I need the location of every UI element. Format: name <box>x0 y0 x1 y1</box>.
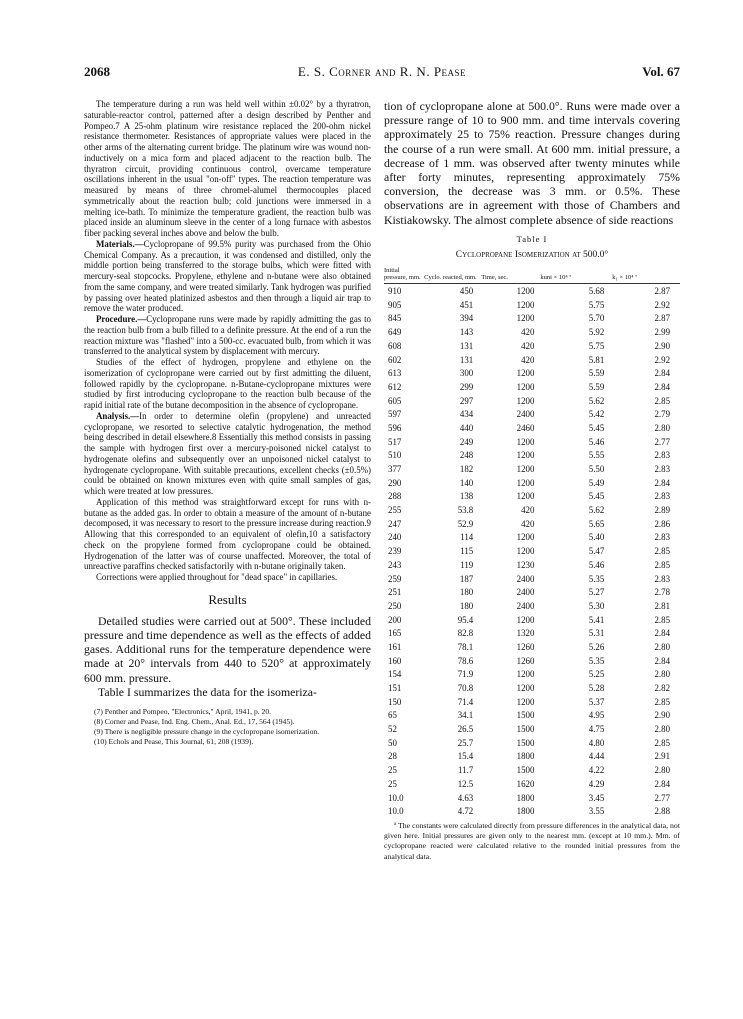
table-row <box>384 791 680 805</box>
procedure-heading: Procedure.— <box>96 314 147 324</box>
table-cell: 2.83 <box>654 491 670 502</box>
table-cell: 1320 <box>516 628 535 639</box>
table-cell: 5.62 <box>588 395 605 406</box>
table-cell: 52.9 <box>457 518 474 529</box>
table-cell: 1800 <box>516 792 535 803</box>
table-cell: 1500 <box>516 710 535 721</box>
footnote: (7) Penther and Pompeo, "Electronics," April, 1941, p. 20. <box>94 706 272 716</box>
table-row <box>384 531 680 545</box>
table-cell: 1620 <box>516 778 535 789</box>
left-column <box>84 99 371 747</box>
table-cell: 1200 <box>516 436 535 447</box>
table-row <box>384 572 680 586</box>
table-row <box>384 544 680 558</box>
table-cell: 5.45 <box>588 491 605 502</box>
table-row <box>384 366 680 380</box>
paragraph-procedure <box>84 314 371 357</box>
table-cell: 2.83 <box>654 464 670 475</box>
table-cell: 95.4 <box>457 614 474 625</box>
table-cell: 165 <box>388 628 402 639</box>
table-cell: 2400 <box>516 587 535 598</box>
table-cell: 605 <box>388 395 402 406</box>
table-row <box>384 448 680 462</box>
table-cell: 4.72 <box>457 806 474 817</box>
table-cell: 143 <box>459 327 474 338</box>
table-cell: 1200 <box>516 395 535 406</box>
table-cell: 612 <box>388 381 402 392</box>
table-cell: 510 <box>388 450 402 461</box>
table-row <box>384 325 680 339</box>
table-cell: 182 <box>459 464 474 475</box>
table-cell: 5.62 <box>588 505 605 516</box>
table-cell: 440 <box>459 422 474 433</box>
table-row <box>384 298 680 312</box>
table-cell: 1200 <box>516 381 535 392</box>
table-cell: 5.92 <box>588 327 605 338</box>
table-cell: 1200 <box>516 491 535 502</box>
table-cell: 1200 <box>516 532 535 543</box>
table-cell: 1500 <box>516 737 535 748</box>
table-cell: 1230 <box>516 559 535 570</box>
paragraph-corrections: Corrections were applied throughout for "dead space" in capillaries. <box>96 572 338 582</box>
table-row <box>384 462 680 476</box>
page-header <box>84 64 680 82</box>
table-cell: 25.7 <box>457 737 474 748</box>
table-cell: 2460 <box>516 422 535 433</box>
table-cell: 71.9 <box>457 669 474 680</box>
table-row <box>384 626 680 640</box>
table-cell: 420 <box>521 340 535 351</box>
table-cell: 5.75 <box>588 299 605 310</box>
table-cell: 377 <box>388 464 402 475</box>
table-cell: 4.75 <box>588 724 605 735</box>
continued-text-block <box>384 99 680 227</box>
table-cell: 2.87 <box>654 313 670 324</box>
table-cell: 10.0 <box>388 806 404 817</box>
paragraph-studies: Studies of the effect of hydrogen, propylene and ethylene on the isomerization of cyclopropane were carried out by first admitting the diluent, followed rapidly by the cyclopropane. n-Butane-cyclopropane mixtures were studied by first introducing cyclopropane to the reaction bulb because of the rapid initial rate of the butane decomposition in the absence of cyclopropane. <box>84 357 371 410</box>
table-cell: 517 <box>388 436 402 447</box>
table-title: Cyclopropane Isomerization at 500.0° <box>455 249 609 260</box>
materials-heading: Materials.— <box>96 238 144 249</box>
table-cell: 845 <box>388 313 402 324</box>
table-cell: 131 <box>459 340 474 351</box>
table-cell: 5.31 <box>588 628 605 639</box>
table-cell: 200 <box>388 614 402 625</box>
table-cell: 3.55 <box>588 806 605 817</box>
col-time: Time, sec. <box>481 266 540 284</box>
table-row <box>384 722 680 736</box>
table-row <box>384 750 680 764</box>
table-footnote-block <box>384 821 680 862</box>
table-cell: 2.84 <box>654 368 670 379</box>
table-cell: 3.45 <box>588 792 605 803</box>
table-cell: 2.84 <box>654 477 670 488</box>
table-cell: 154 <box>388 669 402 680</box>
table-cell: 394 <box>459 313 474 324</box>
table-cell: 1500 <box>516 724 535 735</box>
materials-text: Cyclopropane of 99.5% purity was purchased from the Ohio Chemical Company. As a precaution, it was condensed and distilled, only the middle portion being transferred to the storage bulbs, which were fitted with mercury-seal stopcocks. Propylene, ethylene and n-butane were also obtained from the same company, and were treated similarly. Tank hydrogen was purified by passing over heated platinized asbestos and then through a liquid air trap to remove the water produced. <box>84 238 371 314</box>
table-cell: 300 <box>459 368 474 379</box>
table-cell: 450 <box>459 286 474 297</box>
table-cell: 5.65 <box>588 518 605 529</box>
table-cell: 2.81 <box>654 600 670 611</box>
table-row <box>384 640 680 654</box>
procedure-text: Cyclopropane runs were made by rapidly admitting the gas to the reaction bulb from a bulb filled to a definite pressure. At the end of a run the reaction mixture was "flashed" into a 500-cc. evacuated bulb, from which it was transferred to the analytical system by displacement with mercury. <box>84 314 371 357</box>
table-cell: 451 <box>459 299 474 310</box>
page-number: 2068 <box>84 64 110 79</box>
table-cell: 1500 <box>516 765 535 776</box>
table-cell: 2.86 <box>654 518 670 529</box>
results-paragraph-1: Detailed studies were carried out at 500°. These included pressure and time dependence as well as the effects of added gases. Additional runs for the temperature dependence were made at 20° intervals from 440 to 520° at approximately 600 mm. pressure. <box>84 613 371 685</box>
table-cell: 2.77 <box>654 436 670 447</box>
table-cell: 2.92 <box>654 299 670 310</box>
table-cell: 2.84 <box>654 381 670 392</box>
table-row <box>384 503 680 517</box>
table-cell: 2.80 <box>654 724 670 735</box>
table-cell: 11.7 <box>458 765 474 776</box>
footnote: (8) Corner and Pease, Ind. Eng. Chem., Anal. Ed., 17, 564 (1945). <box>94 716 295 726</box>
table-cell: 187 <box>459 573 474 584</box>
table-cell: 82.8 <box>457 628 474 639</box>
table-cell: 434 <box>459 409 474 420</box>
table-cell: 180 <box>459 587 474 598</box>
running-authors: E. S. Corner and R. N. Pease <box>297 64 467 79</box>
table-cell: 1200 <box>516 464 535 475</box>
table-cell: 420 <box>521 505 535 516</box>
table-cell: 1200 <box>516 450 535 461</box>
table-cell: 1200 <box>516 477 535 488</box>
table-cell: 2400 <box>516 409 535 420</box>
table-footnote: ª The constants were calculated directly from pressure differences in the analytical data, not given here. Initial pressures are given only to the nearest mm. (except at 10 mm.). Mm. of cyclopropane reacted were calculated relative to the rounded initial pressures from the analytical data. <box>384 821 680 861</box>
table-row <box>384 599 680 613</box>
table-cell: 5.37 <box>588 696 605 707</box>
table-cell: 2400 <box>516 600 535 611</box>
table-row <box>384 613 680 627</box>
results-paragraph-2: Table I summarizes the data for the isomeriza- <box>98 684 317 699</box>
table-cell: 2.85 <box>654 737 670 748</box>
table-row <box>384 763 680 777</box>
table-row <box>384 284 680 298</box>
table-cell: 248 <box>459 450 474 461</box>
table-row <box>384 585 680 599</box>
table-cell: 140 <box>459 477 474 488</box>
table-cell: 613 <box>388 368 402 379</box>
table-cell: 5.59 <box>588 368 605 379</box>
analysis-text: In order to determine olefin (propylene) and unreacted cyclopropane, we resorted to selective catalytic hydrogenation, the method being described in detail elsewhere.8 Essentially this method consists in passing the sample with hydrogen first over a mercury-poisoned nickel catalyst to hydrogenate olefins and subsequently over an unpoisoned nickel catalyst to hydrogenate cyclopropane. With suitable precautions, excellent checks (±0.5%) could be obtained on known mixtures even with quite small samples of gas, which were treated at low pressures. <box>84 410 371 496</box>
table-cell: 2.85 <box>654 614 670 625</box>
table-row <box>384 353 680 367</box>
table-cell: 2.87 <box>654 286 670 297</box>
table-cell: 1200 <box>516 696 535 707</box>
table-cell: 602 <box>388 354 402 365</box>
table-cell: 288 <box>388 491 402 502</box>
table-cell: 138 <box>459 491 474 502</box>
col-k1: k₁ × 10⁴ ª <box>612 266 680 284</box>
table-cell: 299 <box>459 381 474 392</box>
table-row <box>384 777 680 791</box>
table-cell: 910 <box>388 286 402 297</box>
table-cell: 420 <box>521 327 535 338</box>
table-cell: 5.46 <box>588 559 605 570</box>
table-cell: 596 <box>388 422 402 433</box>
table-cell: 160 <box>388 655 402 666</box>
table-cell: 5.46 <box>588 436 605 447</box>
table-cell: 50 <box>388 737 397 748</box>
table-cell: 250 <box>388 600 402 611</box>
table-cell: 2.84 <box>654 628 670 639</box>
table-cell: 2.85 <box>654 546 670 557</box>
table-cell: 2.90 <box>654 710 670 721</box>
table-cell: 2.85 <box>654 559 670 570</box>
paragraph-continued: tion of cyclopropane alone at 500.0°. Runs were made over a pressure range of 10 to 900 mm. and time intervals covering approximately 25 to 75% reaction. Pressure changes during the course of a run were small. At 600 mm. initial pressure, a decrease of 1 mm. was observed after twenty minutes while after forty minutes, representing approximately 75% conversion, the decrease was 3 mm. or 0.5%. These observations are in agreement with those of Chambers and Kistiakowsky. The almost complete absence of side reactions <box>384 99 680 227</box>
table-cell: 65 <box>388 710 397 721</box>
table-cell: 114 <box>460 532 474 543</box>
table-cell: 649 <box>388 327 402 338</box>
table-cell: 5.35 <box>588 573 605 584</box>
table-cell: 5.81 <box>588 354 605 365</box>
table-row <box>384 736 680 750</box>
table-cell: 1200 <box>516 368 535 379</box>
table-cell: 4.95 <box>588 710 605 721</box>
table-cell: 2.83 <box>654 450 670 461</box>
table-cell: 259 <box>388 573 402 584</box>
table-cell: 5.47 <box>588 546 605 557</box>
table-cell: 2.88 <box>654 806 670 817</box>
table-row <box>384 435 680 449</box>
table-row <box>384 421 680 435</box>
table-cell: 4.29 <box>588 778 605 789</box>
table-row <box>384 667 680 681</box>
table-cell: 2.80 <box>654 641 670 652</box>
paragraph-temperature-control: The temperature during a run was held well within ±0.02° by a thyratron, saturable-reactor control, patterned after a design described by Penther and Pompeo.7 A 25-ohm platinum wire resistance replaced the 200-ohm nickel resistance thermometer. Resistances of appropriate values were placed in the other arms of the alternating current bridge. The platinum wire was wound non-inductively on a mica form and placed adjacent to the reaction bulb. The thyratron circuit, providing continuous control, overcame temperature oscillations inherent in the usual "on-off" types. The reaction temperature was measured by means of three chromel-alumel thermocouples placed symmetrically about the reaction bulb; cold junctions were immersed in a melting ice-bath. To minimize the temperature gradient, the reaction bulb was placed inside an aluminum sleeve in the center of a long furnace with asbestos fiber packing several inches above and below the bulb. <box>84 99 371 238</box>
table-row <box>384 517 680 531</box>
table-row <box>384 654 680 668</box>
table-cell: 5.70 <box>588 313 605 324</box>
table-cell: 247 <box>388 518 402 529</box>
table-cell: 1260 <box>516 655 535 666</box>
table-cell: 115 <box>460 546 474 557</box>
table-cell: 597 <box>388 409 402 420</box>
table-cell: 5.26 <box>588 641 605 652</box>
table-cell: 1800 <box>516 806 535 817</box>
footnotes <box>84 707 371 747</box>
table-cell: 2.80 <box>654 422 670 433</box>
table-cell: 10.0 <box>388 792 404 803</box>
table-cell: 420 <box>521 354 535 365</box>
table-cell: 1260 <box>516 641 535 652</box>
table-cell: 5.50 <box>588 464 605 475</box>
table-row <box>384 394 680 408</box>
table-cell: 5.41 <box>588 614 605 625</box>
table-cell: 2.85 <box>654 696 670 707</box>
table-cell: 1200 <box>516 669 535 680</box>
table-row <box>384 339 680 353</box>
table-cell: 2.80 <box>654 669 670 680</box>
table-cell: 26.5 <box>457 724 474 735</box>
table-cell: 2.90 <box>654 340 670 351</box>
table-row <box>384 407 680 421</box>
table-cell: 5.68 <box>588 286 605 297</box>
table-cell: 420 <box>521 518 535 529</box>
results-text <box>84 614 371 699</box>
table-cell: 4.44 <box>588 751 605 762</box>
table-cell: 290 <box>388 477 402 488</box>
table-row <box>384 558 680 572</box>
table-cell: 161 <box>388 641 402 652</box>
table-cell: 2.92 <box>654 354 670 365</box>
table-cell: 4.80 <box>588 737 605 748</box>
table-cell: 5.55 <box>588 450 605 461</box>
right-column <box>384 99 680 862</box>
table-cell: 5.42 <box>588 409 605 420</box>
table-caption: Table I <box>516 233 548 244</box>
table-cell: 28 <box>388 751 397 762</box>
table-cell: 2.79 <box>654 409 670 420</box>
table-cell: 1200 <box>516 614 535 625</box>
table-row <box>384 312 680 326</box>
table-cell: 12.5 <box>457 778 474 789</box>
table-cell: 53.8 <box>457 505 474 516</box>
table-cell: 180 <box>459 600 474 611</box>
paragraph-materials <box>84 239 371 314</box>
col-kuni: kuni × 10⁴ ª <box>540 266 612 284</box>
table-cell: 905 <box>388 299 402 310</box>
table-cell: 243 <box>388 559 402 570</box>
table-cell: 1200 <box>516 299 535 310</box>
experimental-text <box>84 99 371 583</box>
table-cell: 78.6 <box>457 655 474 666</box>
paragraph-application: Application of this method was straightforward except for runs with n-butane as the added gas. In order to obtain a measure of the amount of n-butane decomposed, it was necessary to resort to the pressure increase during reaction.9 Allowing that this corresponded to an equivalent of olefin,10 a satisfactory check on the propylene formed from cyclopropane could be obtained. Hydrogenation of the latter was of course unaffected. Moreover, the total of unreactive paraffins checked satisfactorily with n-butane originally taken. <box>84 496 371 572</box>
table-cell: 1200 <box>516 313 535 324</box>
table-cell: 5.59 <box>588 381 605 392</box>
table-cell: 2400 <box>516 573 535 584</box>
table-cell: 249 <box>459 436 474 447</box>
data-table <box>384 266 680 818</box>
table-cell: 5.25 <box>588 669 605 680</box>
table-cell: 5.45 <box>588 422 605 433</box>
table-row <box>384 380 680 394</box>
table-cell: 25 <box>388 765 397 776</box>
table-cell: 5.49 <box>588 477 605 488</box>
table-header-row <box>384 266 680 284</box>
col-initial-pressure: Initial pressure, mm. <box>384 266 424 284</box>
table-cell: 150 <box>388 696 402 707</box>
table-cell: 131 <box>459 354 474 365</box>
table-cell: 255 <box>388 505 402 516</box>
table-cell: 2.77 <box>654 792 670 803</box>
table-cell: 5.28 <box>588 683 605 694</box>
table-cell: 608 <box>388 340 402 351</box>
table-cell: 2.85 <box>654 395 670 406</box>
table-cell: 2.78 <box>654 587 670 598</box>
table-cell: 2.83 <box>654 573 670 584</box>
analysis-heading: Analysis.— <box>96 410 140 421</box>
table-cell: 34.1 <box>457 710 474 721</box>
table-cell: 1200 <box>516 286 535 297</box>
col-cyclo-reacted: Cyclo. reacted, mm. <box>424 266 481 284</box>
table-cell: 5.27 <box>588 587 605 598</box>
table-cell: 4.22 <box>588 765 605 776</box>
table-cell: 5.30 <box>588 600 605 611</box>
table-row <box>384 681 680 695</box>
table-cell: 1200 <box>516 683 535 694</box>
table-cell: 239 <box>388 546 402 557</box>
table-cell: 2.83 <box>654 532 670 543</box>
table-cell: 2.82 <box>654 683 670 694</box>
table-cell: 251 <box>388 587 402 598</box>
table-cell: 2.84 <box>654 778 670 789</box>
table-row <box>384 709 680 723</box>
table-cell: 2.80 <box>654 765 670 776</box>
table-row <box>384 695 680 709</box>
table-cell: 71.4 <box>457 696 474 707</box>
footnote: (9) There is negligible pressure change in the cyclopropane isomerization. <box>94 726 320 736</box>
table-body <box>384 284 680 818</box>
table-cell: 4.63 <box>457 792 474 803</box>
table-cell: 119 <box>460 559 474 570</box>
footnote: (10) Echols and Pease, This Journal, 61, 208 (1939). <box>94 736 254 746</box>
table-cell: 2.99 <box>654 327 670 338</box>
table-cell: 297 <box>459 395 474 406</box>
table-cell: 15.4 <box>457 751 474 762</box>
table-row <box>384 490 680 504</box>
results-heading: Results <box>208 591 247 607</box>
table-cell: 2.91 <box>654 751 670 762</box>
table-cell: 151 <box>388 683 402 694</box>
table-cell: 240 <box>388 532 402 543</box>
table-cell: 25 <box>388 778 397 789</box>
table-cell: 2.89 <box>654 505 670 516</box>
table-cell: 1800 <box>516 751 535 762</box>
table-cell: 1200 <box>516 546 535 557</box>
table-cell: 52 <box>388 724 397 735</box>
table-cell: 5.75 <box>588 340 605 351</box>
table-cell: 5.40 <box>588 532 605 543</box>
table-row <box>384 804 680 818</box>
paragraph-analysis <box>84 411 371 497</box>
volume-label: Vol. 67 <box>642 64 680 79</box>
table-row <box>384 476 680 490</box>
table-cell: 5.35 <box>588 655 605 666</box>
table-cell: 70.8 <box>457 683 474 694</box>
table-cell: 78.1 <box>457 641 474 652</box>
table-cell: 2.84 <box>654 655 670 666</box>
